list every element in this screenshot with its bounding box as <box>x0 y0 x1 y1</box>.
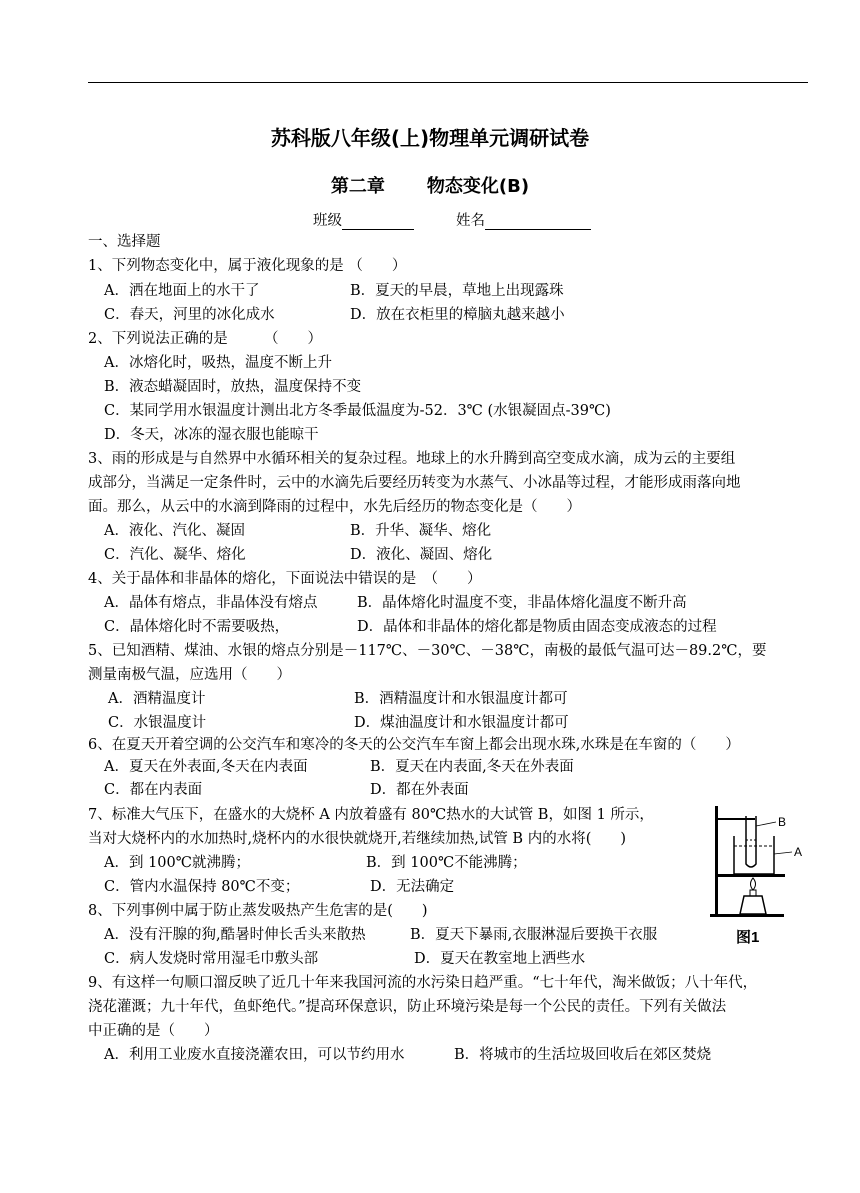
question-9-line-2: 浇花灌溉；九十年代，鱼虾绝代。”提高环保意识，防止环境污染是每一个公民的责任。下列有关做法 <box>88 999 727 1015</box>
clamp-arm <box>715 818 755 820</box>
section-heading: 一、选择题 <box>88 234 161 250</box>
question-3-line-3: 面。那么，从云中的水滴到降雨的过程中，水先后经历的物态变化是（ ） <box>88 499 581 515</box>
label-b: B <box>778 815 787 829</box>
student-info <box>313 209 591 230</box>
test-tube-b <box>746 816 756 867</box>
q1-option-a: A．洒在地面上的水干了 <box>104 283 260 299</box>
stand-rod <box>715 806 718 916</box>
q6-option-a: A．夏天在外表面,冬天在内表面 <box>104 759 308 775</box>
label-a: A <box>794 845 803 859</box>
q2-option-b: B．液态蜡凝固时，放热，温度保持不变 <box>104 379 362 395</box>
q8-option-d: D．夏天在教室地上洒些水 <box>414 951 586 967</box>
figure-caption: 图1 <box>736 929 760 946</box>
question-2: 2、下列说法正确的是 （ ） <box>88 331 322 347</box>
figure-1-apparatus <box>706 804 812 946</box>
question-1: 1、下列物态变化中，属于液化现象的是 （ ） <box>88 258 407 274</box>
q4-option-d: D．晶体和非晶体的熔化都是物质由固态变成液态的过程 <box>357 619 717 635</box>
q5-option-d: D．煤油温度计和水银温度计都可 <box>354 715 569 731</box>
q8-option-b: B．夏天下暴雨,衣服淋湿后要换干衣服 <box>410 927 658 943</box>
q7-option-b: B．到 100℃不能沸腾； <box>366 855 527 871</box>
q1-option-b: B．夏天的早晨，草地上出现露珠 <box>350 283 564 299</box>
q4-option-b: B．晶体熔化时温度不变，非晶体熔化温度不断升高 <box>357 595 687 611</box>
q3-option-d: D．液化、凝固、熔化 <box>350 547 493 563</box>
chapter-heading <box>0 172 860 198</box>
q5-option-a: A．酒精温度计 <box>108 691 206 707</box>
q9-option-b: B．将城市的生活垃圾回收后在郊区焚烧 <box>454 1047 712 1063</box>
q3-option-b: B．升华、凝华、熔化 <box>350 523 492 539</box>
lamp-wick <box>750 890 756 896</box>
q5-option-b: B．酒精温度计和水银温度计都可 <box>354 691 568 707</box>
alcohol-lamp <box>740 896 766 914</box>
chapter-number: 第二章 <box>330 176 385 197</box>
question-7-line-2: 当对大烧杯内的水加热时,烧杯内的水很快就烧开,若继续加热,试管 B 内的水将( ) <box>88 831 627 847</box>
header-rule <box>88 82 808 83</box>
name-label: 姓名 <box>456 213 485 229</box>
q3-option-c: C．汽化、凝华、熔化 <box>104 547 246 563</box>
q2-option-a: A．冰熔化时，吸热，温度不断上升 <box>104 355 332 371</box>
q6-option-b: B．夏天在内表面,冬天在外表面 <box>370 759 574 775</box>
class-field[interactable] <box>342 214 414 230</box>
question-3-line-1: 3、雨的形成是与自然界中水循环相关的复杂过程。地球上的水升腾到高空变成水滴，成为云的主要组 <box>88 451 736 467</box>
question-9-line-3: 中正确的是（ ） <box>88 1023 219 1039</box>
flame-icon <box>751 878 756 890</box>
q7-option-a: A．到 100℃就沸腾； <box>104 855 250 871</box>
page-title: 苏科版八年级(上)物理单元调研试卷 <box>270 126 590 150</box>
beaker-a <box>734 836 774 874</box>
q9-option-a: A．利用工业废水直接浇灌农田，可以节约用水 <box>104 1047 405 1063</box>
q6-option-d: D．都在外表面 <box>370 782 469 798</box>
question-8: 8、下列事例中属于防止蒸发吸热产生危害的是( ) <box>88 903 428 919</box>
q1-option-c: C．春天，河里的冰化成水 <box>104 307 275 323</box>
q2-option-c: C．某同学用水银温度计测出北方冬季最低温度为-52．3℃ (水银凝固点-39℃) <box>104 403 611 419</box>
q8-option-a: A．没有汗腺的狗,酷暑时伸长舌头来散热 <box>104 927 366 943</box>
chapter-title: 物态变化(B) <box>426 176 530 197</box>
name-field[interactable] <box>485 214 591 230</box>
q5-option-c: C．水银温度计 <box>108 715 207 731</box>
q7-option-c: C．管内水温保持 80℃不变； <box>104 879 300 895</box>
q8-option-c: C．病人发烧时常用湿毛巾敷头部 <box>104 951 319 967</box>
q2-option-d: D．冬天，冰冻的湿衣服也能晾干 <box>104 427 319 443</box>
class-label: 班级 <box>313 213 342 229</box>
label-a-leader <box>774 852 792 854</box>
question-6: 6、在夏天开着空调的公交汽车和寒冷的冬天的公交汽车车窗上都会出现水珠,水珠是在车窗的（ ） <box>88 737 740 753</box>
q1-option-d: D．放在衣柜里的樟脑丸越来越小 <box>350 307 565 323</box>
q4-option-c: C．晶体熔化时不需要吸热， <box>104 619 290 635</box>
q3-option-a: A．液化、汽化、凝固 <box>104 523 245 539</box>
question-9-line-1: 9、有这样一句顺口溜反映了近几十年来我国河流的水污染日趋严重。“七十年代，淘米做饭；八十年代， <box>88 975 758 991</box>
q7-option-d: D．无法确定 <box>370 879 455 895</box>
question-4: 4、关于晶体和非晶体的熔化，下面说法中错误的是 （ ） <box>88 571 482 587</box>
question-7-line-1: 7、标准大气压下，在盛水的大烧杯 A 内放着盛有 80℃热水的大试管 B，如图 1 所示， <box>88 807 654 823</box>
question-3-line-2: 成部分，当满足一定条件时，云中的水滴先后要经历转变为水蒸气、小冰晶等过程，才能形成雨落向地 <box>88 475 741 491</box>
q4-option-a: A．晶体有熔点，非晶体没有熔点 <box>104 595 318 611</box>
q6-option-c: C．都在内表面 <box>104 782 203 798</box>
label-b-leader <box>756 822 776 826</box>
question-5-line-1: 5、已知酒精、煤油、水银的熔点分别是－117℃、－30℃、－38℃，南极的最低气温可达－89.2℃，要 <box>88 643 767 659</box>
question-5-line-2: 测量南极气温，应选用（ ） <box>88 667 291 683</box>
